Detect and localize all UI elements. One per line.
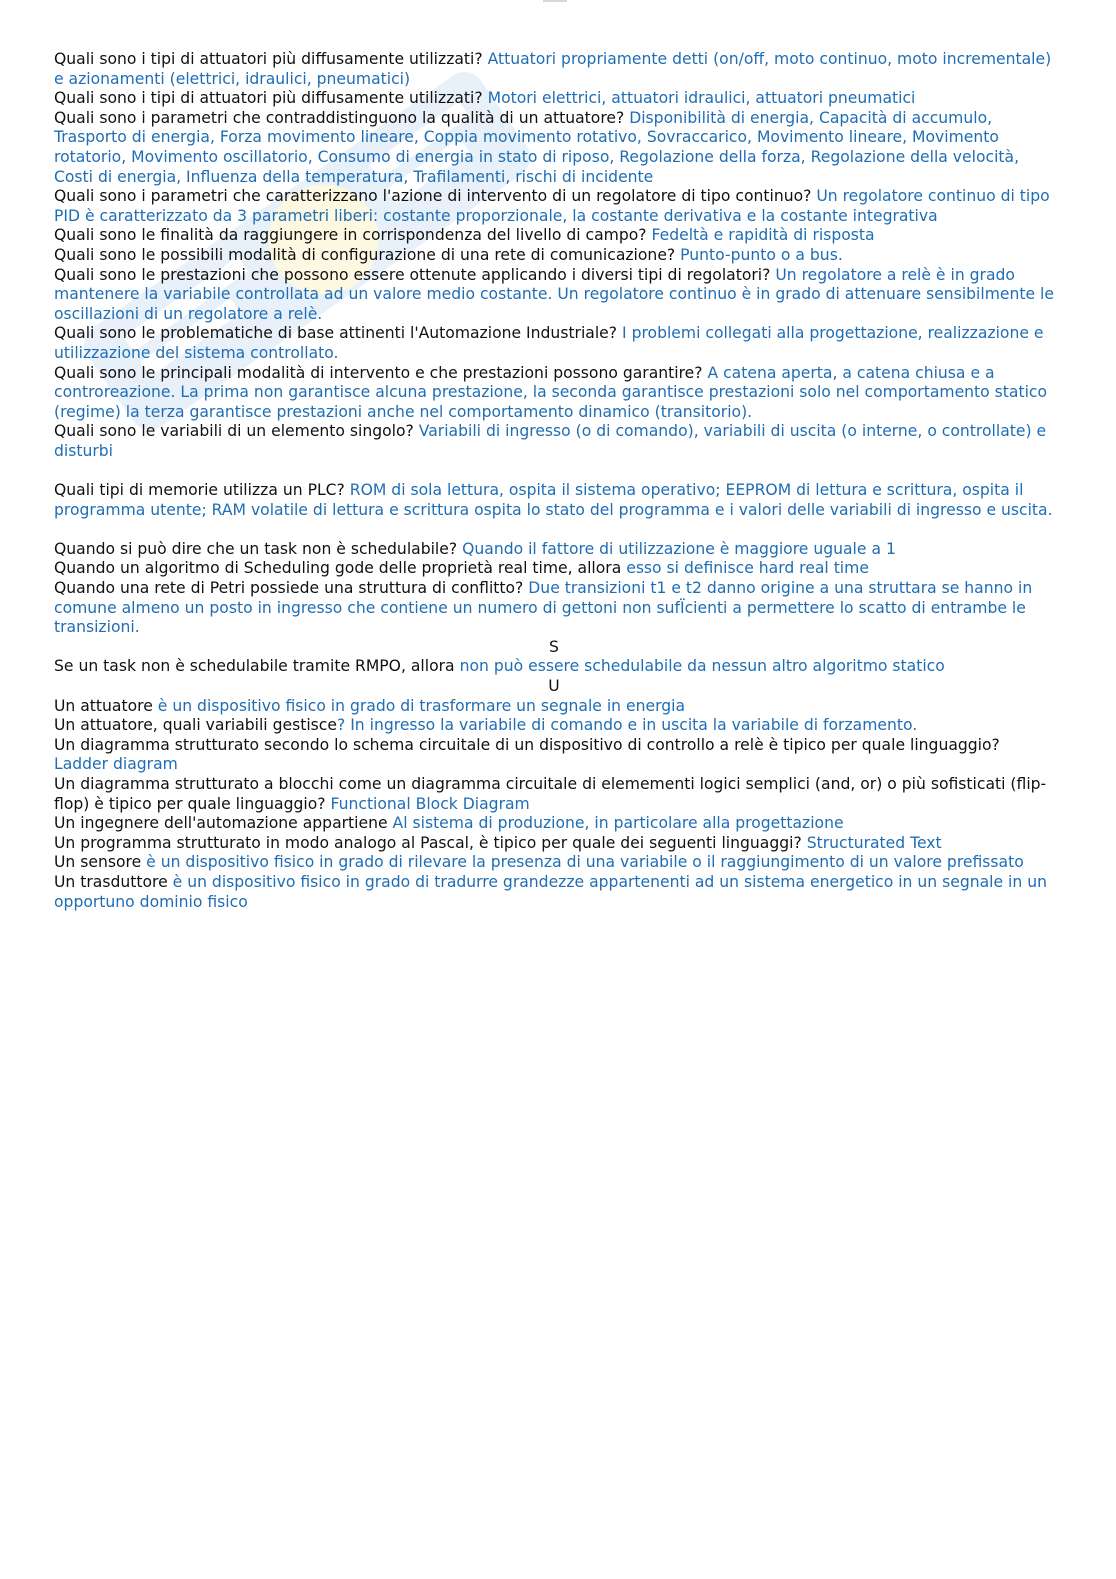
qa-item <box>54 187 1054 226</box>
question-text: Quali sono le prestazioni che possono essere ottenute applicando i diversi tipi di regolatori? <box>54 265 776 284</box>
qa-item <box>54 559 1054 579</box>
answer-text: Al sistema di produzione, in particolare alla progettazione <box>392 814 844 833</box>
answer-text: Variabili di ingresso (o di comando), variabili di uscita (o interne, o controllate) e disturbi <box>54 422 1047 460</box>
qa-item <box>54 697 1054 717</box>
qa-item <box>54 853 1054 873</box>
question-text: Quali sono i parametri che contraddistinguono la qualità di un attuatore? <box>54 108 630 127</box>
question-text: Quando si può dire che un task non è schedulabile? <box>54 539 463 558</box>
answer-text: I problemi collegati alla progettazione, realizzazione e utilizzazione del sistema controllato. <box>54 324 1044 362</box>
question-text: Quali sono i tipi di attuatori più diffusamente utilizzati? <box>54 89 488 108</box>
question-text: Quando una rete di Petri possiede una struttura di conflitto? <box>54 579 529 598</box>
qa-item <box>54 226 1054 246</box>
question-text: Quando un algoritmo di Scheduling gode delle proprietà real time, allora <box>54 559 627 578</box>
qa-item <box>54 324 1054 363</box>
answer-text: è un dispositivo fisico in grado di rilevare la presenza di una variabile o il raggiungimento di un valore prefissato <box>146 853 1024 872</box>
qa-item <box>54 814 1054 834</box>
spacer <box>54 520 1054 540</box>
question-text: Quali sono i tipi di attuatori più diffusamente utilizzati? <box>54 50 488 68</box>
question-text: Quali sono le problematiche di base attinenti l'Automazione Industriale? <box>54 324 623 343</box>
qa-item <box>54 364 1054 423</box>
question-text: Quali sono i parametri che caratterizzano l'azione di intervento di un regolatore di tipo continuo? <box>54 187 817 206</box>
question-text: Se un task non è schedulabile tramite RMPO, allora <box>54 657 460 676</box>
answer-text: esso si definisce hard real time <box>626 559 869 578</box>
qa-item <box>54 775 1054 814</box>
answer-text: Un regolatore continuo di tipo PID è caratterizzato da 3 parametri liberi: costante proporzionale, la costante derivativa e la costante integrativa <box>54 187 1050 225</box>
section-letter-s: S <box>549 637 559 656</box>
answer-text: Motori elettrici, attuatori idraulici, attuatori pneumatici <box>487 89 916 108</box>
answer-text: A catena aperta, a catena chiusa e a controreazione. La prima non garantisce alcuna prestazione, la seconda garantisce prestazioni solo nel comportamento statico (regime) la terza garantisce prestazioni anche nel comportamento dinamico (transitorio). <box>54 363 1048 421</box>
question-text: Quali tipi di memorie utilizza un PLC? <box>54 481 350 500</box>
answer-text: Fedeltà e rapidità di risposta <box>651 226 875 245</box>
qa-content <box>54 50 1054 912</box>
qa-item <box>54 657 1054 677</box>
qa-item <box>54 481 1054 520</box>
answer-text: Structurated Text <box>806 833 942 852</box>
question-text: Un attuatore, quali variabili gestisce <box>54 716 337 735</box>
answer-text: Functional Block Diagram <box>330 794 530 813</box>
question-text: Quali sono le variabili di un elemento singolo? <box>54 422 419 441</box>
qa-item <box>54 873 1054 912</box>
answer-text: Ladder diagram <box>54 755 178 774</box>
qa-item <box>54 246 1054 266</box>
answer-text: Un regolatore a relè è in grado mantenere la variabile controllata ad un valore medio costante. Un regolatore continuo è in grado di attenuare sensibilmente le oscillazioni di un regolatore a relè. <box>54 265 1054 323</box>
answer-text: è un dispositivo fisico in grado di trasformare un segnale in energia <box>157 696 685 715</box>
page-header-mark <box>543 0 567 2</box>
qa-item <box>54 716 1054 736</box>
question-text: Un diagramma strutturato a blocchi come un diagramma circuitale di elemementi logici semplici (and, or) o più sofisticati (flip-flop) è tipico per quale linguaggio? <box>54 774 1047 813</box>
answer-text: Due transizioni t1 e t2 danno origine a una struttara se hanno in comune almeno un posto in ingresso che contiene un numero di gettoni non sufÏcienti a permettere lo scatto di entrambe le transizioni. <box>54 579 1033 637</box>
answer-text: Punto-punto o a bus. <box>680 245 843 264</box>
question-text: Un diagramma strutturato secondo lo schema circuitale di un dispositivo di controllo a relè è tipico per quale linguaggio? <box>54 735 1000 754</box>
qa-item <box>54 736 1054 775</box>
qa-item <box>54 540 1054 560</box>
answer-text: non può essere schedulabile da nessun altro algoritmo statico <box>459 657 945 676</box>
answer-text: è un dispositivo fisico in grado di tradurre grandezze appartenenti ad un sistema energetico in un segnale in un opportuno dominio fisico <box>54 872 1047 911</box>
qa-item <box>54 50 1054 89</box>
section-letter-u: U <box>548 677 560 695</box>
question-text: Un sensore <box>54 853 147 872</box>
question-text: Quali sono le possibili modalità di configurazione di una rete di comunicazione? <box>54 245 681 264</box>
qa-item <box>54 422 1054 461</box>
question-text: Quali sono le principali modalità di intervento e che prestazioni possono garantire? <box>54 363 708 382</box>
question-text: Quali sono le finalità da raggiungere in corrispondenza del livello di campo? <box>54 226 652 245</box>
answer-text: Quando il fattore di utilizzazione è maggiore uguale a 1 <box>462 539 896 558</box>
spacer <box>54 461 1054 481</box>
answer-text: Disponibilità di energia, Capacità di accumulo, Trasporto di energia, Forza movimento lineare, Coppia movimento rotativo, Sovraccarico, Movimento lineare, Movimento rotatorio, Movimento oscillatorio, Consumo di energia in stato di riposo, Regolazione della forza, Regolazione della velocità, Costi di energia, Influenza della temperatura, Trafilamenti, rischi di incidente <box>54 108 1020 186</box>
qa-item <box>54 109 1054 187</box>
qa-item <box>54 89 1054 109</box>
question-text: Un programma strutturato in modo analogo al Pascal, è tipico per quale dei seguenti linguaggi? <box>54 833 807 852</box>
answer-text: ROM di sola lettura, ospita il sistema operativo; EEPROM di lettura e scrittura, ospita il programma utente; RAM volatile di lettura e scrittura ospita lo stato del programma e i valori delle variabili di ingresso e uscita. <box>54 481 1053 519</box>
qa-item <box>54 834 1054 854</box>
qa-item <box>54 579 1054 638</box>
answer-text: Attuatori propriamente detti (on/off, moto continuo, moto incrementale) e azionamenti (elettrici, idraulici, pneumatici) <box>54 50 1052 88</box>
question-text: Un trasduttore <box>54 872 173 891</box>
question-text: Un ingegnere dell'automazione appartiene <box>54 814 393 833</box>
answer-text: ? In ingresso la variabile di comando e in uscita la variabile di forzamento. <box>336 716 918 735</box>
question-text: Un attuatore <box>54 696 158 715</box>
qa-item <box>54 266 1054 325</box>
